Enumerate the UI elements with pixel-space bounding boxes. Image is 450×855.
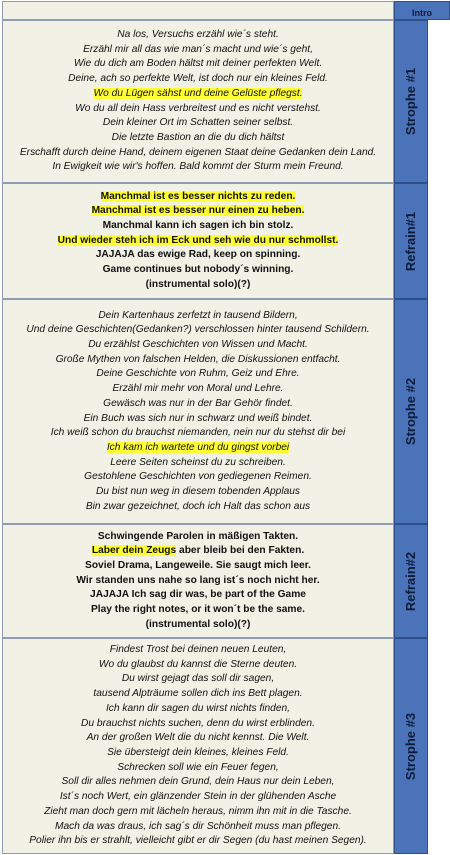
lyric-line — [146, 278, 251, 293]
lyric-text: Mach da was draus, ich sag´s dir Schönheit muss man pflegen. — [55, 820, 341, 832]
highlighted-lyric: Manchmal ist es besser nur einen zu heben. — [91, 205, 305, 217]
lyric-text: Soll dir alles nehmen dein Grund, dein Haus nur dein Leben, — [61, 776, 335, 788]
lyric-line — [88, 338, 308, 353]
strophe-2-label: Strophe #2 — [403, 377, 419, 446]
highlighted-phrase: Laber dein Zeugs — [91, 545, 177, 557]
lyric-text: Polier ihn bis er strahlt, vielleicht gibt er dir Segen (du hast meinen Segen). — [29, 835, 367, 847]
lyric-text: Gewäsch was nur in der Bar Gehör findet. — [103, 397, 293, 409]
lyric-line-rest: aber bleib bei den Fakten. — [176, 545, 305, 557]
lyric-text: (instrumental solo)(?) — [145, 618, 251, 630]
lyric-line — [58, 234, 339, 249]
lyric-text: Deine Geschichte von Ruhm, Geiz und Ehre. — [96, 368, 300, 380]
strophe-1-label: Strophe #1 — [403, 67, 419, 136]
refrain-1-label: Refrain#1 — [403, 211, 419, 271]
lyric-line — [87, 731, 310, 746]
lyric-line — [85, 559, 311, 574]
refrain-2-text-cell[interactable] — [2, 524, 394, 638]
lyric-text: Dein Kartenhaus zerfetzt in tausend Bildern, — [98, 309, 298, 321]
intro-text-cell[interactable] — [2, 1, 394, 20]
lyric-line — [84, 412, 313, 427]
lyric-text: Du bist nun weg in diesem tobenden Applaus — [95, 486, 301, 498]
strophe-3-label-cell — [394, 638, 428, 854]
lyric-line — [20, 146, 376, 161]
lyric-line — [113, 382, 284, 397]
lyric-text: Zieht man doch gern mit lächeln heraus, nimm ihn mit in die Tasche. — [44, 805, 352, 817]
lyric-line — [103, 116, 293, 131]
refrain-1-label-cell — [394, 183, 428, 299]
lyric-line — [103, 263, 294, 278]
lyric-line — [92, 204, 305, 219]
lyric-text: Die letzte Bastion an die du dich hältst — [111, 131, 285, 143]
lyric-line — [96, 367, 299, 382]
lyric-text: Sie übersteigt dein kleines, kleines Feld. — [107, 747, 289, 758]
lyric-line — [99, 658, 297, 673]
lyric-text: (instrumental solo)(?) — [145, 278, 251, 290]
lyric-line — [101, 190, 296, 205]
lyric-text: Leere Seiten scheinst du zu schreiben. — [110, 456, 286, 468]
lyric-line — [110, 643, 287, 658]
lyric-text: Findest Trost bei deinen neuen Leuten, — [109, 644, 287, 656]
lyric-text: tausend Alpträume sollen dich ins Bett plagen. — [93, 688, 303, 700]
strophe-3-label: Strophe #3 — [403, 712, 419, 780]
lyric-line — [107, 746, 289, 761]
lyric-line — [51, 426, 345, 441]
lyric-line — [110, 456, 286, 471]
lyric-line — [84, 470, 312, 485]
lyric-text: Gestohlene Geschichten von gediegenen Reimen. — [84, 471, 312, 483]
lyric-line — [98, 530, 298, 545]
lyric-text: Soviel Drama, Langeweile. Sie saugt mich leer. — [85, 559, 311, 571]
lyric-text: Ist´s noch Wert, ein glänzender Stein in der glühenden Asche — [59, 791, 337, 803]
highlighted-lyric: Manchmal ist es besser nichts zu reden. — [100, 190, 296, 202]
lyric-line — [56, 353, 341, 368]
lyric-line — [81, 717, 315, 732]
lyric-text: Deine, ach so perfekte Welt, ist doch nur ein kleines Feld. — [68, 73, 328, 85]
lyric-text: Ich weiß schon du brauchst niemanden, nein nur du stehst dir bei — [50, 427, 346, 439]
lyric-text: Na los, Versuchs erzähl wie´s steht. — [117, 28, 279, 40]
lyric-line — [26, 323, 369, 338]
lyric-text: Play the right notes, or it won´t be the same. — [91, 604, 305, 616]
lyric-text: Game continues but nobody´s winning. — [102, 264, 294, 276]
lyric-line — [96, 485, 300, 500]
lyric-text: Wo du all dein Hass verbreitest und es nicht verstehst. — [75, 102, 321, 114]
lyric-line — [112, 131, 285, 146]
highlighted-lyric: Wo du Lügen sähst und deine Gelüste pflegst. — [93, 87, 303, 99]
lyric-text: Und deine Geschichten(Gedanken?) verschlossen hinter tausend Schildern. — [26, 324, 370, 336]
lyric-line — [98, 309, 297, 324]
highlighted-lyric: Ich kam ich wartete und du gingst vorbei — [106, 441, 290, 453]
lyric-text: Bin zwar gezeichnet, doch ich Halt das schon aus — [85, 500, 311, 512]
lyric-text: An der großen Welt die du nicht kennst. Die Welt. — [86, 732, 310, 744]
lyric-line — [146, 618, 251, 633]
lyric-line — [75, 102, 321, 117]
lyric-line — [92, 544, 304, 559]
lyric-line — [93, 687, 302, 702]
lyric-text: Erzähl mir mehr von Moral und Lehre. — [112, 383, 284, 395]
lyric-line — [106, 702, 290, 717]
lyric-text: Erzähl mir all das wie man´s macht und wie´s geht, — [83, 43, 313, 55]
lyric-line — [117, 28, 279, 43]
lyric-line — [55, 820, 341, 835]
lyric-text: Du erzählst Geschichten von Wissen und Macht. — [88, 338, 308, 350]
lyric-line — [103, 219, 294, 234]
lyric-text: Schwingende Parolen in mäßigen Takten. — [97, 530, 299, 542]
lyric-text: In Ewigkeit wie wir's hoffen. Bald kommt der Sturm mein Freund. — [52, 161, 344, 173]
lyric-line — [86, 500, 310, 515]
lyric-text: Wo du glaubst du kannst die Sterne deuten. — [98, 658, 298, 670]
lyric-line — [117, 761, 278, 776]
lyric-text: Manchmal kann ich sagen ich bin stolz. — [102, 219, 294, 231]
lyric-line — [74, 57, 322, 72]
lyric-line — [90, 588, 306, 603]
lyric-line — [52, 160, 343, 175]
lyric-text: JAJAJA das ewige Rad, keep on spinning. — [95, 249, 301, 261]
lyric-line — [94, 87, 303, 102]
lyric-text: JAJAJA Ich sag dir was, be part of the Game — [90, 589, 306, 601]
strophe-2-label-cell — [394, 299, 428, 524]
lyric-line — [96, 248, 301, 263]
lyric-line — [29, 834, 367, 849]
lyric-line — [62, 775, 335, 790]
lyric-line — [83, 43, 313, 58]
lyric-text: Erschafft durch deine Hand, deinem eigenen Staat deine Gedanken dein Land. — [19, 146, 377, 158]
lyric-text: Ich kann dir sagen du wirst nichts finden, — [105, 702, 291, 714]
lyric-line — [76, 574, 319, 589]
lyric-text: Schrecken soll wie ein Feuer fegen, — [117, 761, 279, 773]
lyric-line — [60, 790, 336, 805]
strophe-2-text-cell[interactable] — [2, 299, 394, 524]
highlighted-lyric: Und wieder steh ich im Eck und seh wie du nur schmollst. — [57, 234, 339, 246]
lyric-text: Wir standen uns nahe so lang ist´s noch nicht her. — [76, 574, 320, 586]
lyric-line — [103, 397, 293, 412]
lyric-text: Ein Buch was sich nur in schwarz und weiß bindet. — [83, 412, 313, 424]
lyric-text: Dein kleiner Ort im Schatten seiner selbst. — [102, 117, 294, 129]
strophe-1-label-cell — [394, 20, 428, 183]
strophe-1-text-cell[interactable] — [2, 20, 394, 183]
lyric-text: Du wirst gejagt das soll dir sagen, — [121, 673, 275, 685]
refrain-1-text-cell[interactable] — [2, 183, 394, 299]
lyric-line — [91, 603, 305, 618]
lyric-text: Du brauchst nichts suchen, denn du wirst erblinden. — [81, 717, 315, 729]
refrain-2-label-cell — [394, 524, 428, 638]
strophe-3-text-cell[interactable] — [2, 638, 394, 854]
lyric-line — [68, 72, 328, 87]
lyric-text: Große Mythen von falschen Helden, die Diskussionen entfacht. — [55, 353, 341, 365]
lyric-line — [122, 672, 274, 687]
lyric-line — [44, 805, 352, 820]
lyric-line — [107, 441, 289, 456]
lyric-text: Wie du dich am Boden hältst mit deiner perfekten Welt. — [73, 58, 323, 70]
refrain-2-label: Refrain#2 — [403, 551, 419, 611]
intro-label: Intro — [394, 1, 450, 20]
